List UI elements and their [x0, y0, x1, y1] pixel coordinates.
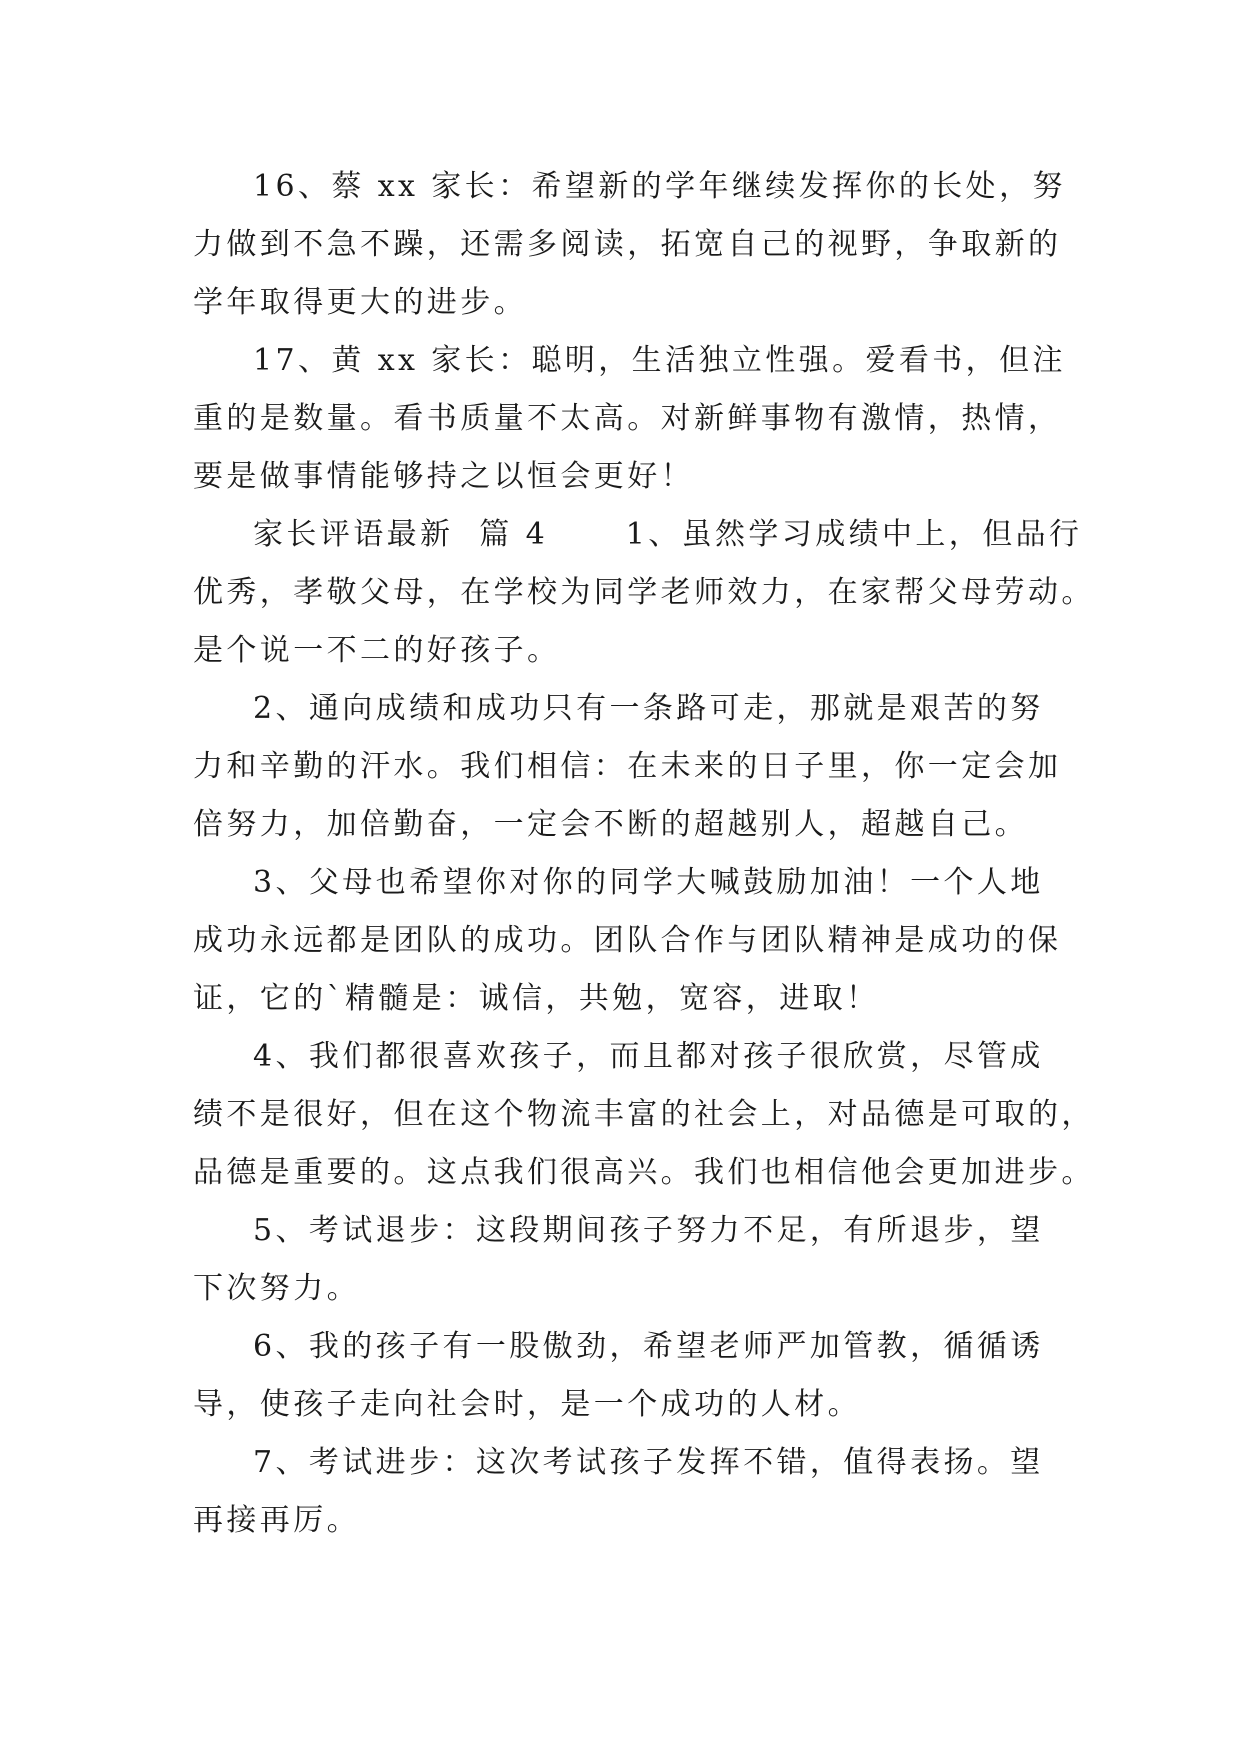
paragraph-line: 力和辛勤的汗水。我们相信：在未来的日子里，你一定会加 — [193, 749, 1062, 784]
paragraph-line: 16、蔡 xx 家长：希望新的学年继续发挥你的长处，努 — [253, 169, 1066, 204]
paragraph-line: 证，它的`精髓是：诚信，共勉，宽容，进取！ — [193, 981, 880, 1016]
document-body — [193, 158, 1095, 1550]
paragraph-line: 品德是重要的。这点我们很高兴。我们也相信他会更加进步。 — [193, 1155, 1095, 1190]
paragraph-section-4-item-1 — [193, 506, 1095, 680]
paragraph-item-5 — [193, 1202, 1053, 1318]
paragraph-16 — [193, 158, 1066, 332]
paragraph-line: 下次努力。 — [193, 1271, 360, 1306]
paragraph-line: 绩不是很好，但在这个物流丰富的社会上，对品德是可取的， — [193, 1097, 1095, 1132]
paragraph-item-3 — [193, 854, 1062, 1028]
paragraph-line: 重的是数量。看书质量不太高。对新鲜事物有激情，热情， — [193, 401, 1062, 436]
paragraph-line: 6、我的孩子有一股傲劲，希望老师严加管教，循循诱 — [253, 1329, 1044, 1364]
paragraph-line: 力做到不急不躁，还需多阅读，拓宽自己的视野，争取新的 — [193, 227, 1062, 262]
paragraph-line: 优秀，孝敬父母，在学校为同学老师效力，在家帮父母劳动。 — [193, 575, 1095, 610]
paragraph-line: 再接再厉。 — [193, 1503, 360, 1538]
paragraph-line: 家长评语最新 篇 4 1、虽然学习成绩中上，但品行 — [253, 517, 1083, 552]
paragraph-item-6 — [193, 1318, 1053, 1434]
paragraph-line: 倍努力，加倍勤奋，一定会不断的超越别人，超越自己。 — [193, 807, 1028, 842]
paragraph-line: 4、我们都很喜欢孩子，而且都对孩子很欣赏，尽管成 — [253, 1039, 1044, 1074]
paragraph-line: 5、考试退步：这段期间孩子努力不足，有所退步，望 — [253, 1213, 1044, 1248]
paragraph-item-7 — [193, 1434, 1053, 1550]
paragraph-line: 是个说一不二的好孩子。 — [193, 633, 561, 668]
paragraph-line: 学年取得更大的进步。 — [193, 285, 527, 320]
paragraph-line: 17、黄 xx 家长：聪明，生活独立性强。爱看书，但注 — [253, 343, 1066, 378]
paragraph-line: 导，使孩子走向社会时，是一个成功的人材。 — [193, 1387, 861, 1422]
paragraph-item-2 — [193, 680, 1062, 854]
paragraph-line: 2、通向成绩和成功只有一条路可走，那就是艰苦的努 — [253, 691, 1044, 726]
paragraph-item-4 — [193, 1028, 1095, 1202]
paragraph-17 — [193, 332, 1066, 506]
paragraph-line: 7、考试进步：这次考试孩子发挥不错，值得表扬。望 — [253, 1445, 1044, 1480]
paragraph-line: 成功永远都是团队的成功。团队合作与团队精神是成功的保 — [193, 923, 1062, 958]
paragraph-line: 3、父母也希望你对你的同学大喊鼓励加油！一个人地 — [253, 865, 1044, 900]
paragraph-line: 要是做事情能够持之以恒会更好！ — [193, 459, 694, 494]
